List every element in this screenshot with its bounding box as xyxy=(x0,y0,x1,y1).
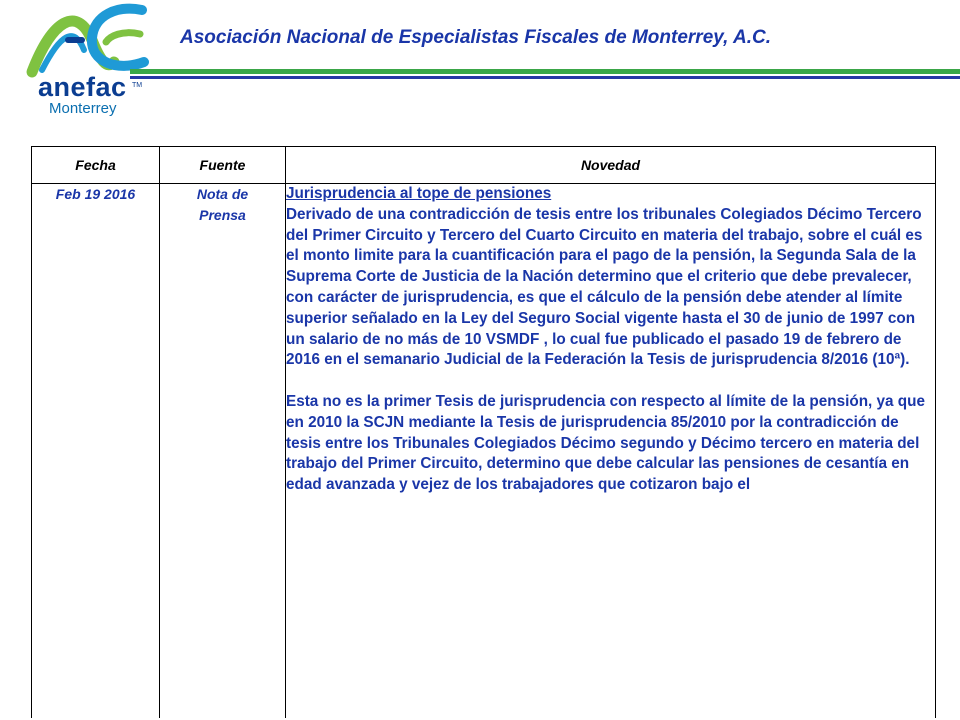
logo-city: Monterrey xyxy=(49,100,117,117)
logo-wordmark: anefac xyxy=(38,72,127,102)
table-row xyxy=(32,184,936,719)
fuente-line-1: Nota de xyxy=(196,186,249,202)
fecha-value: Feb 19 2016 xyxy=(55,186,136,202)
paragraph-gap xyxy=(286,371,935,392)
cell-fecha xyxy=(32,184,160,719)
organization-title: Asociación Nacional de Especialistas Fiscales de Monterrey, A.C. xyxy=(180,27,771,48)
cell-novedad xyxy=(286,184,936,719)
header-novedad: Novedad xyxy=(286,147,936,184)
cell-fuente xyxy=(160,184,286,719)
anefac-logo xyxy=(22,0,152,122)
header-fuente: Fuente xyxy=(160,147,286,184)
logo-trademark: TM xyxy=(132,82,143,89)
novedad-title: Jurisprudencia al tope de pensiones xyxy=(286,185,552,202)
fuente-line-2: Prensa xyxy=(199,207,246,223)
anefac-logo-mark-icon xyxy=(22,0,152,80)
header-rule-blue xyxy=(130,76,960,79)
novedad-paragraph-2: Esta no es la primer Tesis de jurisprudencia con respecto al límite de la pensión, ya que en 2010 la SCJN mediante la Tesis de jurisprudencia 85/2010 por la contradicción de tesis entre los Tribunales Colegiados Décimo segundo y Décimo tercero en materia del trabajo del Primer Circuito, determino que debe calcular las pensiones de cesantía en edad avanzada y vejez de los trabajadores que cotizaron bajo el xyxy=(286,392,925,494)
header-fecha: Fecha xyxy=(32,147,160,184)
header-rule-green xyxy=(130,69,960,74)
novedad-paragraph-1: Derivado de una contradicción de tesis entre los tribunales Colegiados Décimo Tercero del Primer Circuito y Tercero del Cuarto Circuito en materia del trabajo, sobre el cuál es el monto limite para la cuantificación para el pago de la pensión, la Segunda Sala de la Suprema Corte de Justicia de la Nación determino que el criterio que debe prevalecer, con carácter de jurisprudencia, es que el cálculo de la pensión debe atender al límite superior señalado en la Ley del Seguro Social vigente hasta el 30 de junio de 1997 con un salario de no más de 10 VSMDF , lo cual fue publicado el pasado 19 de febrero de 2016 en el semanario Judicial de la Federación la Tesis de jurisprudencia 8/2016 (10ª). xyxy=(286,205,923,369)
table-header-row xyxy=(32,147,936,184)
news-table xyxy=(31,146,936,718)
